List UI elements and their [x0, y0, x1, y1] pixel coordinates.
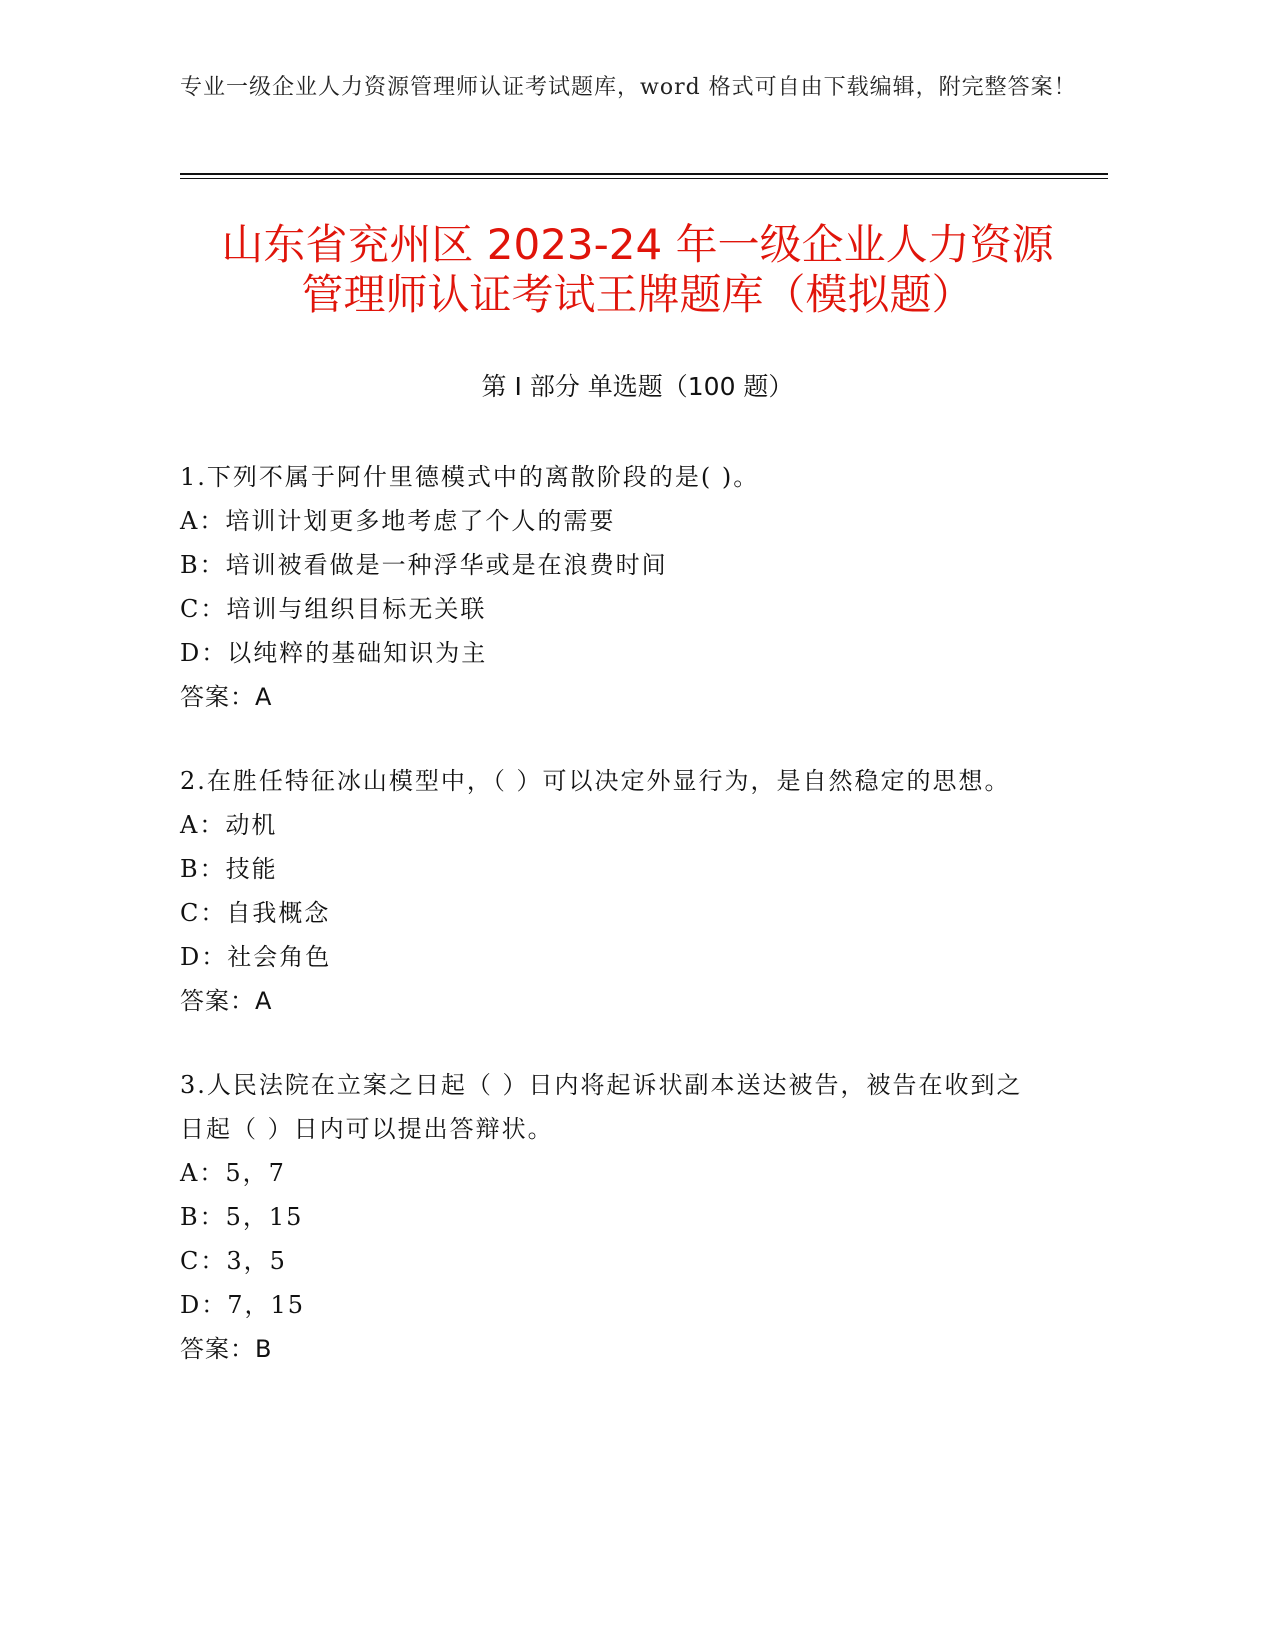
option-d: D：以纯粹的基础知识为主	[180, 639, 488, 667]
question-1	[180, 455, 1030, 719]
document-title	[150, 220, 1125, 320]
question-2	[180, 759, 1030, 1023]
option-c: C：培训与组织目标无关联	[180, 595, 487, 623]
option-c: C：3，5	[180, 1247, 287, 1275]
option-b: B：培训被看做是一种浮华或是在浪费时间	[180, 551, 668, 579]
header-rule-thin	[180, 178, 1108, 179]
question-list	[180, 455, 1030, 1411]
header-note: 专业一级企业人力资源管理师认证考试题库，word 格式可自由下载编辑，附完整答案！	[180, 75, 1077, 100]
header-rule-thick	[180, 173, 1108, 175]
title-line-1: 山东省兖州区 2023-24 年一级企业人力资源	[221, 220, 1054, 269]
question-stem: 1.下列不属于阿什里德模式中的离散阶段的是( )。	[180, 463, 760, 491]
option-d: D：社会角色	[180, 943, 332, 971]
option-a: A：培训计划更多地考虑了个人的需要	[180, 507, 616, 535]
option-b: B：5，15	[180, 1203, 304, 1231]
section-title: 第 I 部分 单选题（100 题）	[481, 372, 794, 401]
option-c: C：自我概念	[180, 899, 331, 927]
option-b: B：技能	[180, 855, 278, 883]
answer: 答案：A	[180, 683, 273, 711]
question-stem: 2.在胜任特征冰山模型中，（ ）可以决定外显行为，是自然稳定的思想。	[180, 767, 1011, 795]
answer: 答案：B	[180, 1335, 273, 1363]
title-line-2: 管理师认证考试王牌题库（模拟题）	[301, 270, 974, 319]
option-a: A：动机	[180, 811, 278, 839]
option-d: D：7，15	[180, 1291, 306, 1319]
option-a: A：5，7	[180, 1159, 286, 1187]
question-3	[180, 1063, 1030, 1371]
answer: 答案：A	[180, 987, 273, 1015]
question-stem: 3.人民法院在立案之日起（ ）日内将起诉状副本送达被告，被告在收到之日起（ ）日内可以提出答辩状。	[180, 1071, 1023, 1143]
